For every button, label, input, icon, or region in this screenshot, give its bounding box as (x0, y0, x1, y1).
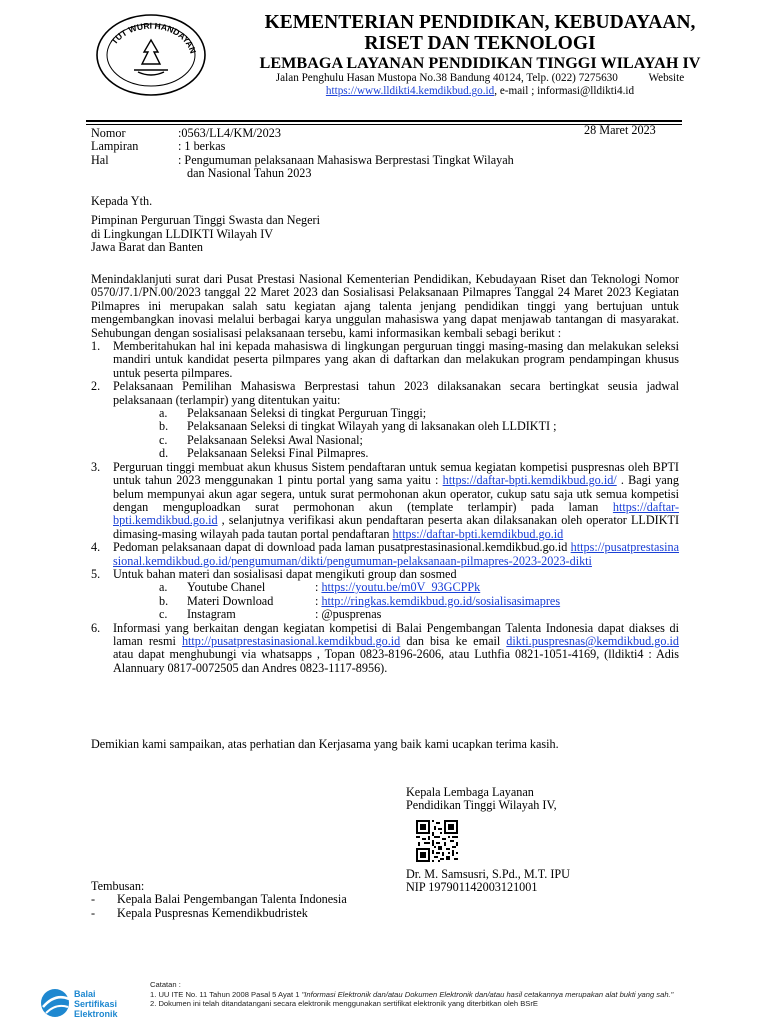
footer-note-1 (150, 990, 760, 1000)
info-list (91, 340, 679, 675)
list-item: 4. Pedoman pelaksanaan dapat di download pada laman pusatprestasinasional.kemdikbud.go.id https://pusatprestasinasional.kemdikbud.go.id/pengumuman/dikti/pengumuman-pelaksanaan-pilmapres-2023-2023-dikti (91, 540, 679, 568)
list-item: 5. Untuk bahan materi dan sosialisasi dapat mengikuti group dan sosmed a. Youtube Chanel : https://youtu.be/m0V_93GCPPk b. Materi Download : http://ringkas.kemdikbud.go.id/sosialisasimapres c. Instagram : @pusprenas (91, 568, 679, 622)
hal-value-line2: dan Nasional Tahun 2023 (187, 166, 312, 181)
nomor-label: Nomor (91, 126, 126, 140)
sub-letter: a. (159, 406, 168, 421)
pedoman-link[interactable]: https://pusatprestasinasional.kemdikbud.go.id/pengumuman/dikti/pengumuman-pelaksanaan-pilmapres-2023-2023-dikti (113, 540, 679, 568)
website-link[interactable]: https://www.lldikti4.kemdikbud.go.id (325, 85, 495, 97)
address: Jalan Penghulu Hasan Mustopa No.38 Bandung 40124, Telp. (022) 7275630 (275, 72, 618, 84)
sub-letter: a. (159, 580, 168, 595)
item-3-text-a: Perguruan tinggi membuat akun khusus Sistem pendaftaran untuk semua kegiatan kompetisi puspresnas oleh BPTI untuk tahun 2023 menggunakan 1 pintu portal yang sama yaitu : (113, 459, 679, 488)
note-1-prefix: 1. UU ITE No. 11 Tahun 2008 Pasal 5 Ayat 1 (150, 989, 302, 999)
bsre-logo-line3: Elektronik (74, 1009, 118, 1019)
sublist-item (91, 608, 679, 621)
list-item: 3. Perguruan tinggi membuat akun khusus Sistem pendaftaran untuk semua kegiatan kompetisi puspresnas oleh BPTI untuk tahun 2023 menggunakan 1 pintu portal yang sama yaitu : https://daftar-bpti.kemdikbud.go.id/ . Bagi yang belum mempunyai akun agar segera, untuk surat permohonan akun operator, cukup satu saja utk semua kompetisi dengan menguploadkan surat permohonan akun (template terlampir) pada laman https://daftar-bpti.kemdikbud.go.id , selanjutnya verifikasi akun pendaftaran peserta akan dilaksanakan oleh operator LLDIKTI dimasing-masing wilayah pada tautan portal pendaftaran https://daftar-bpti.kemdikbud.go.id (91, 459, 679, 541)
lampiran-value: : 1 berkas (178, 139, 226, 154)
ministry-name-line1: KEMENTERIAN PENDIDIKAN, KEBUDAYAAN, (264, 12, 696, 33)
item-6-text-a: Informasi yang berkaitan dengan kegiatan kompetisi di Balai Pengembangan Talenta Indonesia dapat diakses di laman resmi (113, 620, 679, 648)
sublist-item (91, 434, 679, 447)
item-6-text-c: atau dapat menghubungi via whatsapps , Topan 0823-8196-2606, atau Luthfia 0821-1051-4169, (lldikti4 : Adis Alannuary 0817-0072505 dan Andres 0823-1117-8956). (113, 647, 679, 675)
nomor-value: :0563/LL4/KM/2023 (178, 126, 281, 140)
sub-letter: b. (159, 593, 169, 608)
instagram-handle: : @pusprenas (315, 607, 382, 622)
website-label: Website (648, 72, 685, 84)
item-2-text: Pelaksanaan Pemilihan Mahasiswa Berprestasi tahun 2023 dilaksanakan secara bertingkat seusia jadwal pelaksanaan (terlampir) yang ditentukan yaitu: (113, 379, 679, 407)
puspresnas-link[interactable]: http://pusatprestasinasional.kemdikbud.go.id (181, 633, 401, 648)
signatory-title-2: Pendidikan Tinggi Wilayah IV, (406, 798, 557, 813)
lampiran-label: Lampiran (91, 139, 139, 154)
list-item: 1. Memberitahukan hal ini kepada mahasiswa di lingkungan perguruan tinggi masing-masing dan melakukan seleksi mandiri untuk kandidat peserta pilmpares yang akan di daftarkan dan melakukan program pendampingan khusus untuk peserta pilmpares. (91, 339, 679, 380)
materi-label: Materi Download (187, 593, 274, 608)
tembusan-item-1: Kepala Balai Pengembangan Talenta Indonesia (117, 892, 347, 907)
tembusan-item-2: Kepala Puspresnas Kemendikbudristek (117, 905, 308, 920)
tembusan-label: Tembusan: (91, 879, 145, 893)
hal-value-line1: : Pengumuman pelaksanaan Mahasiswa Berprestasi Tingkat Wilayah (178, 152, 514, 167)
signatory-title-1: Kepala Lembaga Layanan (406, 785, 534, 799)
letter-date: 28 Maret 2023 (584, 123, 656, 137)
item-5-text: Untuk bahan materi dan sosialisasi dapat mengikuti group dan sosmed (113, 566, 457, 581)
tembusan-item (91, 907, 591, 920)
youtube-colon: : (315, 580, 322, 595)
sublist-item (91, 447, 679, 460)
youtube-label: Youtube Chanel (187, 580, 266, 595)
signatory-nip: NIP 197901142003121001 (406, 880, 538, 895)
letterhead (230, 12, 730, 98)
list-item: 2. Pelaksanaan Pemilihan Mahasiswa Berprestasi tahun 2023 dilaksanakan secara bertingkat seusia jadwal pelaksanaan (terlampir) yang ditentukan yaitu: a. Pelaksanaan Seleksi di tingkat Perguruan Tinggi; b. Pelaksanaan Seleksi di tingkat Wilayah yang di laksanakan oleh LLDIKTI ; c. Pelaksanaan Seleksi Awal Nasional; d. Pelaksanaan Seleksi Final Pilmapres. (91, 379, 679, 461)
recipient-greeting: Kepada Yth. (91, 194, 153, 208)
sub-letter: c. (159, 432, 168, 447)
puspresnas-email-link[interactable]: dikti.puspresnas@kemdikbud.go.id (506, 633, 679, 648)
tembusan-item (91, 893, 591, 906)
item-6-text-b: dan bisa ke email (400, 633, 507, 648)
signatory-name: Dr. M. Samsusri, S.Pd., M.T. IPU (406, 866, 570, 881)
letter-body (91, 273, 679, 675)
meta-lampiran (91, 140, 691, 153)
note-1-quote: "Informasi Elektronik dan/atau Dokumen Elektronik dan/atau hasil cetakannya merupakan alat bukti yang sah." (301, 989, 674, 999)
meta-hal (91, 154, 691, 181)
footer-notes (150, 980, 760, 1009)
sub-text: Pelaksanaan Seleksi Final Pilmapres. (187, 446, 369, 461)
recipient-line3: di Lingkungan LLDIKTI Wilayah IV (91, 226, 274, 241)
qr-code (416, 820, 458, 862)
hal-value (178, 154, 691, 181)
materi-link[interactable]: http://ringkas.kemdikbud.go.id/sosialisasimapres (321, 593, 561, 608)
intro-paragraph: Menindaklanjuti surat dari Pusat Prestasi Nasional Kementerian Pendidikan, Kebudayaan Riset dan Teknologi Nomor 0570/J7.1/PN.00/2023 tanggal 22 Maret 2023 dan Sosialisasi Pelaksanaan Pilmapres Tanggal 24 Maret 2023 Kegiatan Pilmapres ini merupakan salah satu kegiatan ajang talenta jenjang pendidikan tinggi yang bertujuan untuk mengembangkan inovasi melalui berbagai karya unggulan mahasiswa yang dapat menjawab tantangan di masyarakat. Sehubungan dengan sosialisasi pelaksanaan tersebu, kami informasikan kembali sebagi berikut : (91, 272, 679, 340)
daftar-bpti-link-1[interactable]: https://daftar-bpti.kemdikbud.go.id/ (442, 473, 617, 488)
sublist-item (91, 581, 679, 594)
daftar-bpti-link-2[interactable]: https://daftar-bpti.kemdikbud.go.id (113, 499, 679, 528)
instagram-label: Instagram (187, 607, 236, 622)
closing-sentence: Demikian kami sampaikan, atas perhatian dan Kerjasama yang baik kami ucapkan terima kasih. (91, 737, 559, 751)
sub-letter: d. (159, 446, 169, 461)
bsre-logo-line1: Balai (74, 989, 96, 999)
ministry-name-line2: RISET DAN TEKNOLOGI (364, 33, 596, 54)
item-1-text: Memberitahukan hal ini kepada mahasiswa di lingkungan perguruan tinggi masing-masing dan melakukan seleksi mandiri untuk kandidat peserta pilmpares yang akan di daftarkan dan melakukan program pendampingan khusus untuk peserta pilmpares. (113, 339, 679, 380)
sublist-item (91, 595, 679, 608)
sub-text: Pelaksanaan Seleksi di tingkat Perguruan Tinggi; (187, 406, 427, 421)
sub-text: Pelaksanaan Seleksi Awal Nasional; (187, 432, 363, 447)
letterhead-divider-thick (86, 120, 682, 122)
institution-name: LEMBAGA LAYANAN PENDIDIKAN TINGGI WILAYAH IV (259, 54, 701, 72)
sublist-item (91, 420, 679, 433)
recipient-line4: Jawa Barat dan Banten (91, 240, 204, 255)
sublist-item (91, 407, 679, 420)
item-4-text: Pedoman pelaksanaan dapat di download pada laman pusatprestasinasional.kemdikbud.go.id (113, 540, 571, 555)
daftar-bpti-link-3[interactable]: https://daftar-bpti.kemdikbud.go.id (392, 526, 564, 541)
tembusan-block (91, 880, 591, 920)
youtube-link[interactable]: https://youtu.be/m0V_93GCPPk (321, 580, 481, 595)
list-item: 6. Informasi yang berkaitan dengan kegiatan kompetisi di Balai Pengembangan Talenta Indonesia dapat diakses di laman resmi http://pusatprestasinasional.kemdikbud.go.id dan bisa ke email dikti.puspresnas@kemdikbud.go.id atau dapat menghubungi via whatsapps , Topan 0823-8196-2606, atau Luthfia 0821-1051-4169, (lldikti4 : Adis Alannuary 0817-0072505 dan Andres 0823-1117-8956). (91, 620, 679, 675)
recipient-block (91, 195, 591, 255)
materi-colon: : (315, 593, 322, 608)
recipient-line2: Pimpinan Perguruan Tinggi Swasta dan Negeri (91, 213, 320, 228)
sosmed-sublist (91, 581, 679, 621)
logo-motto: TUT WURI HANDAYAN (109, 20, 199, 55)
email-text: , e-mail ; informasi@lldikti4.id (494, 85, 635, 97)
sub-letter: b. (159, 419, 169, 434)
tembusan-dash: - (91, 905, 96, 920)
tut-wuri-handayani-logo (94, 12, 208, 98)
catatan-label: Catatan : (150, 980, 181, 989)
sub-letter: c. (159, 607, 168, 622)
schedule-sublist (91, 407, 679, 461)
item-3-text-c: , selanjutnya verifikasi akun pendaftaran peserta akan dilaksanakan oleh operator LLDIKTI dimasing-masing wilayah pada tautan portal pendaftaran (113, 513, 679, 541)
item-3-text-b: . Bagi yang belum mempunyai akun agar segera, untuk surat permohonan akun operator, cukup satu saja utk semua kompetisi dengan menguploadkan surat permohonan akun (template terlampir) pada laman (113, 473, 679, 514)
hal-label: Hal (91, 152, 109, 167)
contact-line (230, 85, 730, 98)
footer-note-2: 2. Dokumen ini telah ditandatangani secara elektronik menggunakan sertifikat elektronik yang diterbitkan oleh BSrE (150, 999, 538, 1009)
signature-block (406, 786, 706, 895)
address-line (230, 72, 730, 85)
bsre-logo (38, 985, 148, 1025)
tembusan-dash: - (91, 892, 96, 907)
sub-text: Pelaksanaan Seleksi di tingkat Wilayah yang di laksanakan oleh LLDIKTI ; (187, 419, 557, 434)
bsre-logo-line2: Sertifikasi (74, 999, 118, 1009)
